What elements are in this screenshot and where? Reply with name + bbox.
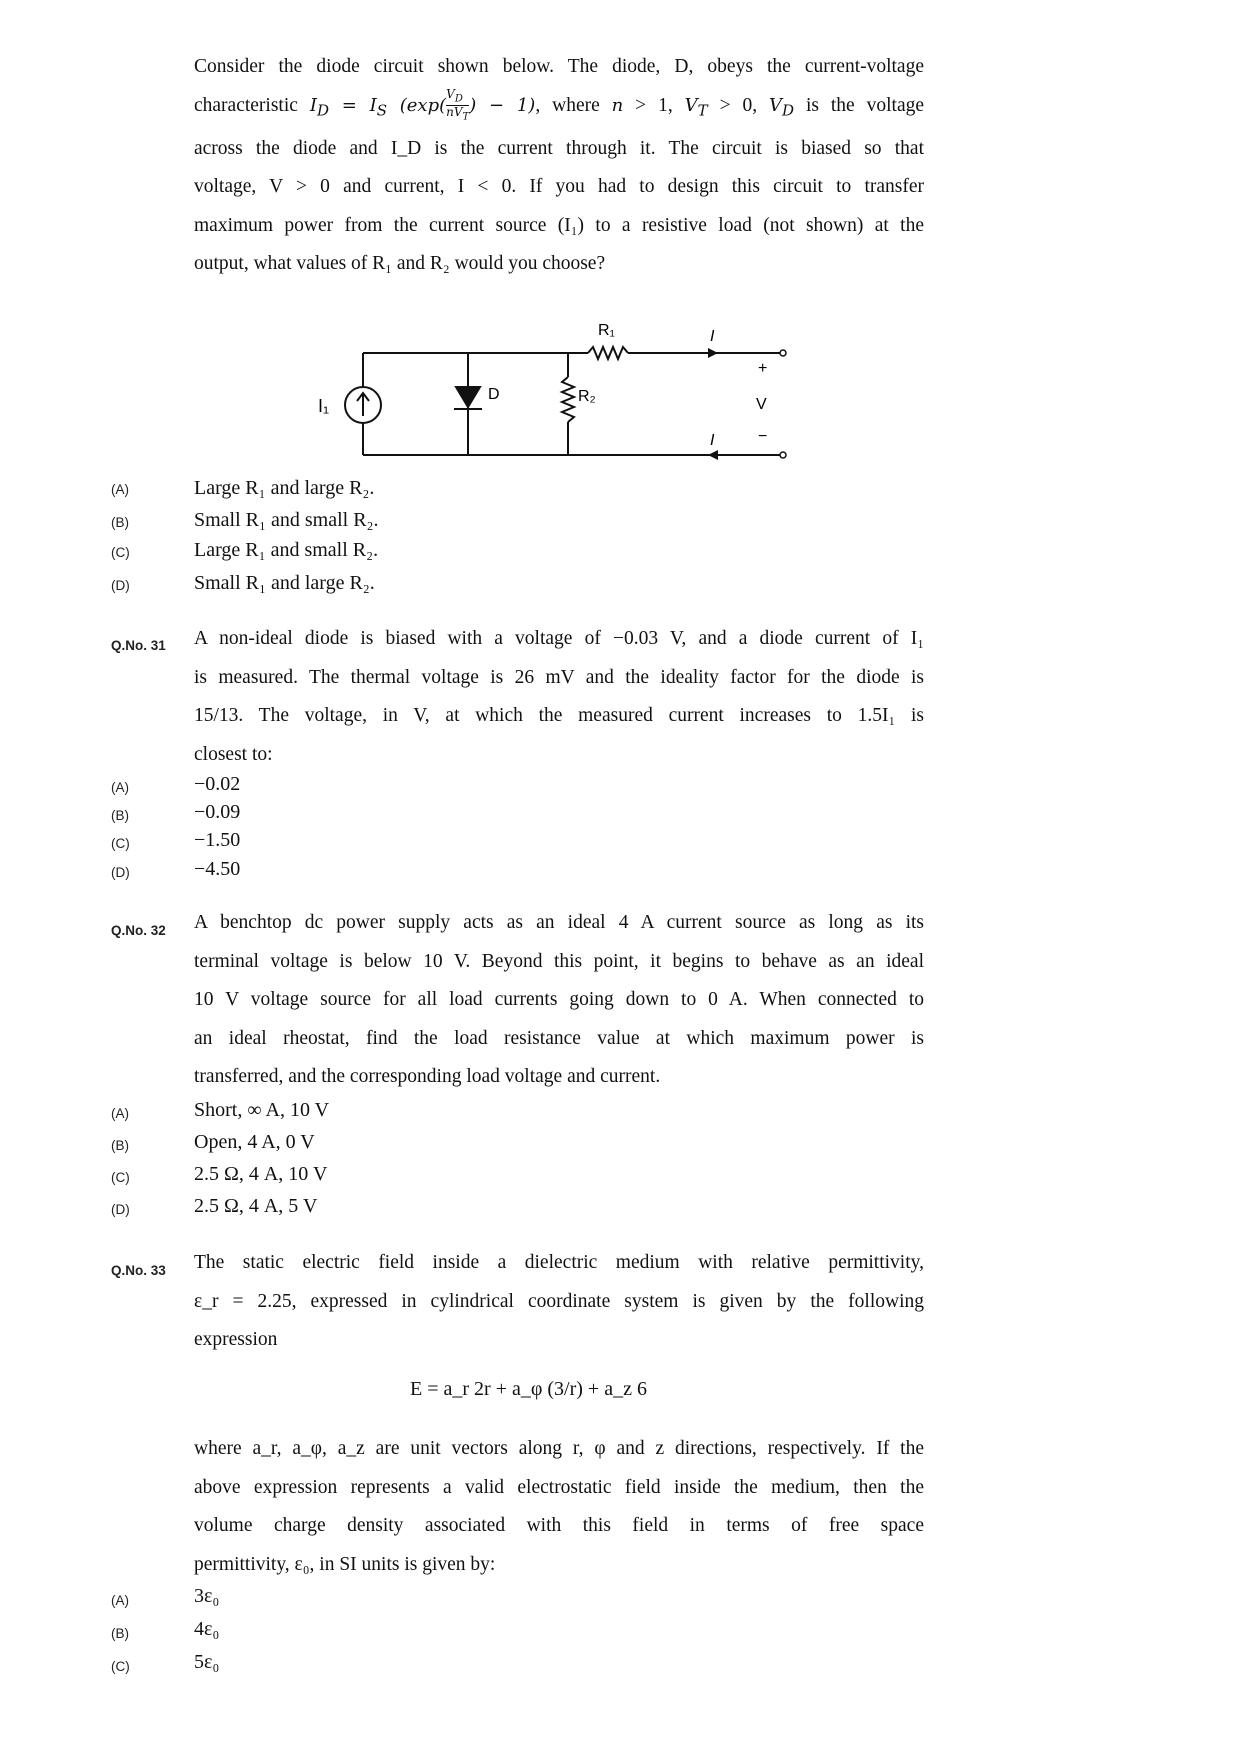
q31-number: Q.No. 31 [111, 638, 166, 653]
q33-line-4: where a_r, a_φ, a_z are unit vectors along r, φ and z directions, respectively. If the [194, 1438, 924, 1459]
q30-option-c-label: (C) [111, 545, 130, 560]
q32-stem [194, 904, 924, 1097]
q32-option-b-text[interactable]: Open, 4 A, 0 V [194, 1131, 315, 1153]
intro-paragraph [194, 48, 924, 284]
q31-option-b-label: (B) [111, 808, 129, 823]
q32-option-a-label: (A) [111, 1106, 129, 1121]
intro-line-2-render: characteristic $I_D = I_S$ (exp( $V_D$ $nV_T$ ) − 1), where n > 1, $V_T > 0$, $V_D$ is the voltage [194, 86, 925, 123]
q33-option-a-label: (A) [111, 1593, 129, 1608]
r1-label: R₁ [598, 322, 615, 339]
minus-sign: − [758, 428, 768, 445]
q31-option-d-label: (D) [111, 865, 130, 880]
q33-line-5: above expression represents a valid electrostatic field inside the medium, then the [194, 1476, 924, 1498]
r2-label: R₂ [578, 388, 596, 405]
intro-line-1: Consider the diode circuit shown below. The diode, D, obeys the current-voltage [194, 56, 924, 77]
q31-option-b-text[interactable]: −0.09 [194, 801, 241, 823]
q32-line-3: 10 V voltage source for all load currents going down to 0 A. When connected to [194, 989, 924, 1010]
q33-line-3: expression [194, 1329, 278, 1350]
q32-line-5: transferred, and the corresponding load voltage and current. [194, 1066, 661, 1087]
q32-option-b-label: (B) [111, 1138, 129, 1153]
q32-line-4: an ideal rheostat, find the load resistance value at which maximum power is [194, 1027, 924, 1049]
q32-option-a-text[interactable]: Short, ∞ A, 10 V [194, 1099, 330, 1121]
q33-stem-continued [194, 1430, 924, 1584]
q31-line-2: is measured. The thermal voltage is 26 mV and the ideality factor for the diode is [194, 666, 924, 688]
source-label: I₁ [318, 396, 330, 416]
r2-resistor-symbol [562, 353, 574, 455]
q31-line-4: closest to: [194, 743, 273, 765]
current-label-top: I [710, 328, 715, 345]
q30-option-c-text[interactable]: Large R₁ and small R₂. [194, 539, 379, 561]
q33-option-a-text[interactable]: 3ε₀ [194, 1585, 220, 1607]
diode-equation: $I_D = I_S$ (exp( $V_D$ $nV_T$ ) − 1) [309, 86, 536, 123]
voltage-label: V [756, 396, 767, 413]
output-terminals [780, 350, 786, 458]
q33-option-c-label: (C) [111, 1659, 130, 1674]
r1-resistor-symbol [568, 347, 780, 359]
intro-line-5: maximum power from the current source (I₁) to a resistive load (not shown) at the [194, 214, 924, 236]
diode-circuit-diagram [318, 315, 860, 465]
q30-option-a-text[interactable]: Large R₁ and large R₂. [194, 477, 375, 499]
q33-line-1: The static electric field inside a dielectric medium with relative permittivity, [194, 1252, 924, 1273]
q31-stem [194, 620, 924, 774]
q30-option-d-text[interactable]: Small R₁ and large R₂. [194, 572, 375, 594]
current-label-bottom: I [710, 432, 715, 449]
q31-option-a-text[interactable]: −0.02 [194, 773, 241, 795]
diode-symbol [454, 353, 482, 455]
q32-option-d-label: (D) [111, 1202, 130, 1217]
q30-option-b-text[interactable]: Small R₁ and small R₂. [194, 509, 379, 531]
intro-line-2 [194, 87, 195, 126]
q31-line-3: 15/13. The voltage, in V, at which the measured current increases to 1.5I₁ is [194, 705, 924, 726]
q33-option-c-text[interactable]: 5ε₀ [194, 1651, 220, 1673]
q31-line-1: A non-ideal diode is biased with a voltage of −0.03 V, and a diode current of I₁ [194, 628, 924, 649]
intro-line-6: output, what values of R₁ and R₂ would you choose? [194, 253, 606, 275]
q30-option-b-label: (B) [111, 515, 129, 530]
q32-number: Q.No. 32 [111, 923, 166, 938]
q31-option-c-text[interactable]: −1.50 [194, 829, 241, 851]
q32-line-1: A benchtop dc power supply acts as an ideal 4 A current source as long as its [194, 912, 924, 933]
q33-option-b-label: (B) [111, 1626, 129, 1641]
q32-line-2: terminal voltage is below 10 V. Beyond this point, it begins to behave as an ideal [194, 950, 924, 972]
q30-option-a-label: (A) [111, 482, 129, 497]
q31-option-a-label: (A) [111, 780, 129, 795]
q33-line-6: volume charge density associated with this field in terms of free space [194, 1515, 924, 1536]
q32-option-d-text[interactable]: 2.5 Ω, 4 A, 5 V [194, 1195, 318, 1217]
intro-line-3: across the diode and I_D is the current through it. The circuit is biased so that [194, 137, 924, 159]
q33-line-2: ε_r = 2.25, expressed in cylindrical coordinate system is given by the following [194, 1290, 924, 1312]
q33-line-7: permittivity, ε₀, in SI units is given by: [194, 1553, 496, 1575]
field-equation-text: E = a_r 2r + a_φ (3/r) + a_z 6 [410, 1378, 647, 1400]
diode-label: D [488, 386, 500, 403]
q31-option-c-label: (C) [111, 836, 130, 851]
intro-line-4: voltage, V > 0 and current, I < 0. If you had to design this circuit to transfer [194, 176, 924, 198]
q32-option-c-label: (C) [111, 1170, 130, 1185]
q30-option-d-label: (D) [111, 578, 130, 593]
q31-option-d-text[interactable]: −4.50 [194, 858, 241, 880]
q33-number: Q.No. 33 [111, 1263, 166, 1278]
plus-sign: + [758, 360, 768, 377]
q32-option-c-text[interactable]: 2.5 Ω, 4 A, 10 V [194, 1163, 328, 1185]
field-equation [410, 1378, 647, 1401]
q33-stem [194, 1244, 924, 1360]
q33-option-b-text[interactable]: 4ε₀ [194, 1618, 220, 1640]
